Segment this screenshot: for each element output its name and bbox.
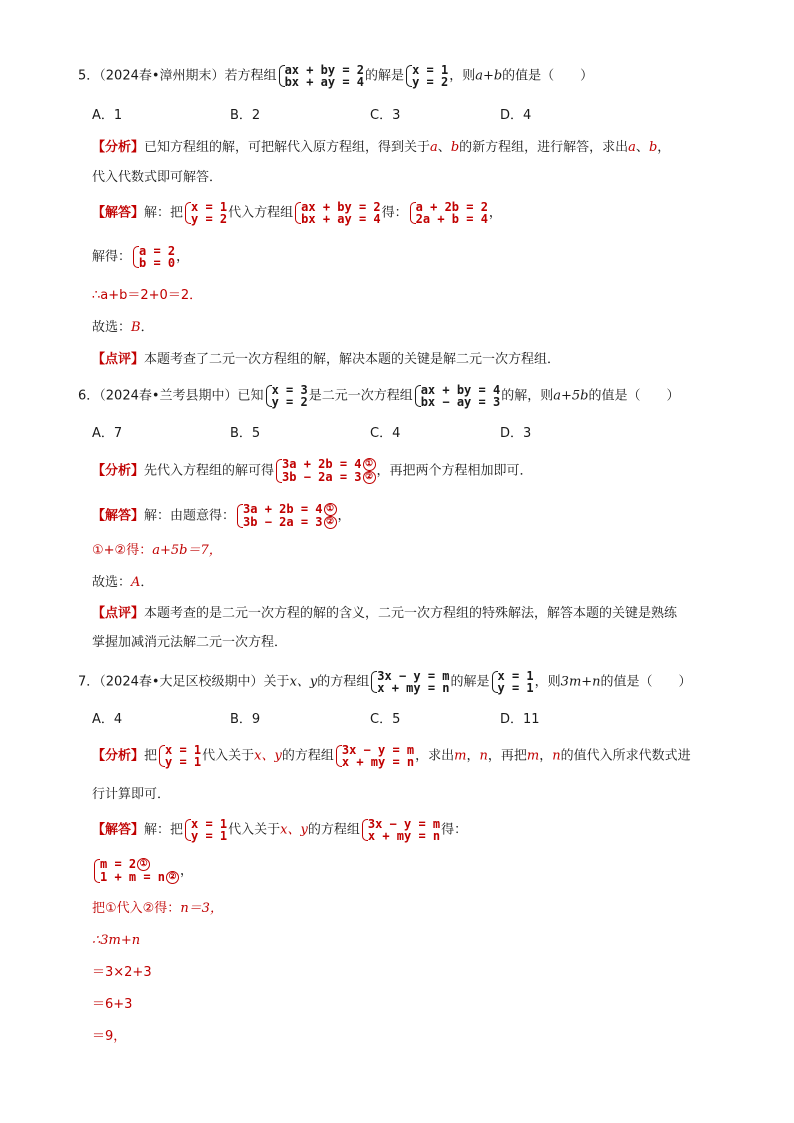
equation-system: ax + by = 2 bx + ay = 4 (278, 64, 364, 88)
solution-system: x = 1 y = 2 (405, 64, 448, 88)
question-source: （2024春•漳州期末） (99, 68, 225, 84)
solution-system: x = 1 y = 1 (184, 818, 227, 842)
solution-system: x = 1 y = 1 (158, 744, 201, 768)
q6-comment-line2: 掌握加减消元法解二元一次方程． (92, 635, 288, 650)
option-c: C．4 (370, 426, 401, 441)
equation-system: 3a + 2b = 4 ① 3b − 2a = 3 ② (275, 458, 375, 484)
q6-header: 6．（2024春•兰考县期中）已知 x = 3 y = 2 是二元一次方程组 ax + by = 4 bx − ay = 3 的解，则a+5b的值是（ ） (78, 383, 680, 409)
option-c: C．5 (370, 712, 401, 727)
q7-step3: ＝6+3 (92, 997, 133, 1012)
question-number: 5． (78, 68, 100, 84)
q7-step2: ＝3×2+3 (92, 965, 152, 980)
option-b: B．2 (230, 108, 261, 123)
equation-system: 3x − y = m x + my = n (335, 744, 414, 768)
q5-analysis: 【分析】已知方程组的解，可把解代入原方程组，得到关于a、b的新方程组，进行解答，求出a、b， (92, 140, 671, 155)
option-a: A．4 (92, 712, 123, 727)
derived-system: m = 2 ① 1 + m = n ② (93, 858, 179, 884)
option-a: A．1 (92, 108, 123, 123)
option-b: B．9 (230, 712, 261, 727)
question-source: （2024春•兰考县期中） (99, 388, 238, 404)
q6-add: ①+②得：a+5b＝7， (92, 543, 222, 558)
question-source: （2024春•大足区校级期中） (99, 674, 264, 690)
q7-substitute: 把①代入②得：n＝3， (92, 901, 223, 916)
result-system: a = 2 b = 0 (132, 245, 175, 269)
option-d: D．11 (500, 712, 540, 727)
q7-analysis-line2: 行计算即可． (92, 787, 171, 802)
q7-analysis: 【分析】把 x = 1 y = 1 代入关于x、y的方程组 3x − y = m x + my = n ，求出m，n，再把m，n的值代入所求代数式进 (92, 743, 691, 769)
equation-system: ax + by = 4 bx − ay = 3 (414, 384, 500, 408)
option-d: D．4 (500, 108, 532, 123)
q7-step1: ∴3m+n (92, 933, 141, 948)
q7-derived-system: m = 2 ① 1 + m = n ② ， (92, 858, 193, 884)
equation-system: 3x − y = m x + my = n (370, 670, 449, 694)
q6-solution: 【解答】解：由题意得： 3a + 2b = 4 ① 3b − 2a = 3 ② ， (92, 502, 351, 529)
q6-comment: 【点评】本题考查的是二元一次方程的解的含义，二元一次方程组的特殊解法，解答本题的关键是熟练 (92, 606, 678, 621)
question-number: 7． (78, 674, 100, 690)
q7-step4: ＝9， (92, 1029, 127, 1044)
equation-system: 3a + 2b = 4 ① 3b − 2a = 3 ② (236, 503, 336, 529)
solution-system: x = 1 y = 1 (491, 670, 534, 694)
q6-analysis: 【分析】先代入方程组的解可得 3a + 2b = 4 ① 3b − 2a = 3 ② ，再把两个方程相加即可． (92, 457, 533, 484)
option-b: B．5 (230, 426, 261, 441)
q5-solve-result: 解得： a = 2 b = 0 ， (92, 244, 190, 270)
q5-solution: 【解答】解：把 x = 1 y = 2 代入方程组 ax + by = 2 bx + ay = 4 得： a + 2b = 2 2a + b = 4 ， (92, 200, 502, 226)
q5-calc: ∴a+b＝2+0＝2． (92, 288, 203, 303)
q5-choose: 故选：B． (92, 320, 154, 335)
option-d: D．3 (500, 426, 532, 441)
option-a: A．7 (92, 426, 123, 441)
option-c: C．3 (370, 108, 401, 123)
new-equation-system: a + 2b = 2 2a + b = 4 (409, 201, 488, 225)
q7-solution: 【解答】解：把 x = 1 y = 1 代入关于x、y的方程组 3x − y = m x + my = n 得： (92, 817, 468, 843)
q7-header: 7．（2024春•大足区校级期中）关于x、y的方程组 3x − y = m x + my = n 的解是 x = 1 y = 1 ，则3m+n的值是（ ） (78, 669, 692, 695)
solution-system: x = 1 y = 2 (184, 201, 227, 225)
q5-comment: 【点评】本题考查了二元一次方程组的解，解决本题的关键是解二元一次方程组． (92, 352, 561, 367)
q5-analysis-line2: 代入代数式即可解答． (92, 170, 223, 185)
solution-system: x = 3 y = 2 (265, 384, 308, 408)
q5-header: 5．（2024春•漳州期末）若方程组 ax + by = 2 bx + ay = 4 的解是 x = 1 y = 2 ，则a+b的值是（ ） (78, 63, 594, 89)
question-number: 6． (78, 388, 100, 404)
q6-choose: 故选：A． (92, 575, 154, 590)
equation-system: ax + by = 2 bx + ay = 4 (294, 201, 380, 225)
equation-system: 3x − y = m x + my = n (361, 818, 440, 842)
